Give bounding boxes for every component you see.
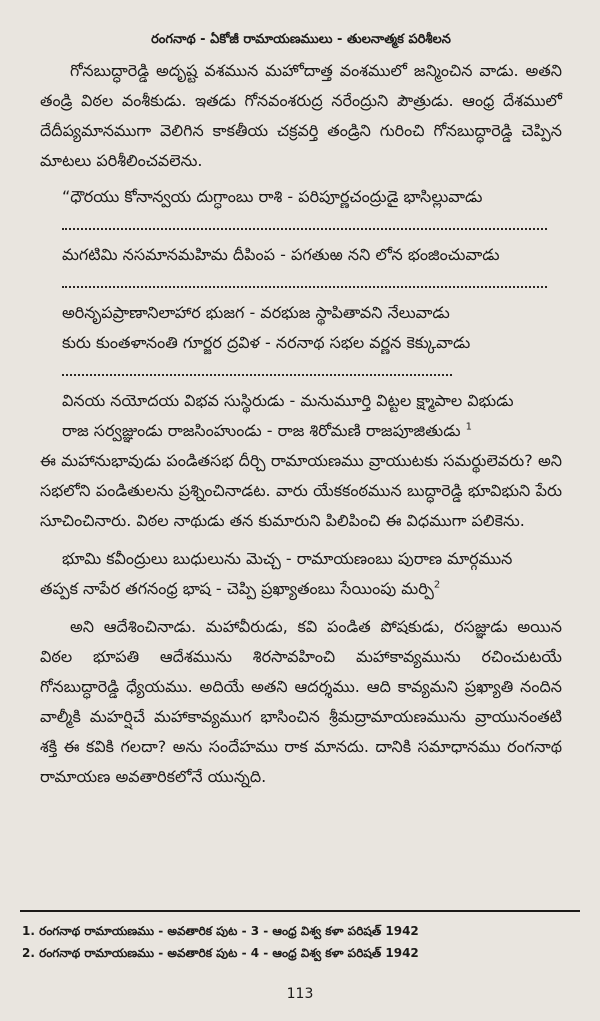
verse-line-1: “ధౌరయు కోనాన్వయ దుగ్ధాంబు రాశి - పరిపూర్ణచంద్రుడై భాసిల్లువాడు [62,187,483,206]
paragraph-1: గోనబుద్ధారెడ్డి అదృష్ట వశమున మహోదాత్త వంశములో జన్మించిన వాడు. అతని తండ్రి విఠల వంశీకుడు. ఇతడు గోనవంశరుద్ర నరేంద్రుని పౌత్రుడు. ఆంధ్ర దేశములో దేదీప్యమానముగా వెలిగిన కాకతీయ చక్రవర్తి తండ్రిని గురించి గోనబుద్ధారెడ్డి చెప్పిన మాటలు పరిశీలించవలెను. [40,61,562,170]
verse-line-8-text: తప్పక నాపేర తగనంధ్ర భాష - చెప్పి ప్రఖ్యాతంబు సేయింపు మర్పి [40,579,434,598]
footnote-marker-2: 2 [433,579,441,591]
verse-line-5: వినయ నయోదయ విభవ సుస్థిరుడు - మనుమూర్తి విట్టల క్ష్మాపాల విభుడు [62,391,514,410]
paragraph-3: అని ఆదేశించినాడు. మహావీరుడు, కవి పండిత పోషకుడు, రసజ్ఞుడు అయిన విఠల భూపతి ఆదేశమును శిరసావహించి మహాకావ్యమును రచించుటయే గోనబుద్ధారెడ్డి ధ్యేయము. అదియే అతని ఆదర్శము. ఆది కావ్యమని ప్రఖ్యాతి నందిన వాల్మీకి మహర్షిచే మహాకావ్యముగ భాసించిన శ్రీమద్రామాయణమును వ్రాయునంతటి శక్తి ఈ కవికి గలదా? అను సందేహము రాక మానదు. దానికి సమాధానము రంగనాథ రామాయణ అవతారికలోనే యున్నది. [40,617,562,786]
verse-line-6-text: రాజ సర్వజ్ఞుండు రాజసింహుండు - రాజ శిరోమణి రాజపూజితుడు [62,421,461,440]
verse-line-6 [40,416,562,446]
footnote-2: 2. రంగనాథ రామాయణము - అవతారిక పుట - 4 - ఆంధ్ర విశ్వ కళా పరిషత్ 1942 [22,946,419,960]
page-number: 113 [286,986,314,1002]
verse-line-2: మగటిమి నసమానమహిమ దీపింప - పగతుఱ నని లోన భంజించువాడు [62,245,500,264]
footnote-1: 1. రంగనాథ రామాయణము - అవతారిక పుట - 3 - ఆంధ్ర విశ్వ కళా పరిషత్ 1942 [22,924,419,938]
footnote-marker-1: 1 [465,421,473,433]
paragraph-2: ఈ మహానుభావుడు పండితసభ దీర్చి రామాయణము వ్రాయుటకు సమర్థులెవరు? అని సభలోని పండితులను ప్రశ్నించినాడట. వారు యేకకంఠమున బుద్ధారెడ్డి భూవిభుని పేరు సూచించినారు. విఠల నాథుడు తన కుమారుని పిలిపించి ఈ విధముగా పలికెను. [40,451,562,530]
verse-line-4: కురు కుంతళానంతి గూర్జర ద్రవిళ - నరనాథ సభల వర్ణన కెక్కువాడు [62,333,471,352]
verse-line-3: అరినృపప్రాణానిలాహార భుజగ - వరభుజ స్థాపితావని నేలువాడు [62,303,450,322]
ellipsis-dots [62,270,547,288]
verse-block-2 [40,544,562,604]
verse-block-1 [40,182,562,446]
ellipsis-dots [62,358,452,376]
ellipsis-dots [62,212,547,230]
verse-line-7: భూమి కవీంద్రులు బుధులును మెచ్చ - రామాయణంబు పురాణ మార్గమున [62,549,513,568]
verse-line-8 [40,574,562,604]
footnotes [22,920,582,964]
footnote-rule [20,910,580,912]
running-head: రంగనాథ - ఏకోజీ రామాయణములు - తులనాత్మక పరిశీలన [151,32,451,47]
